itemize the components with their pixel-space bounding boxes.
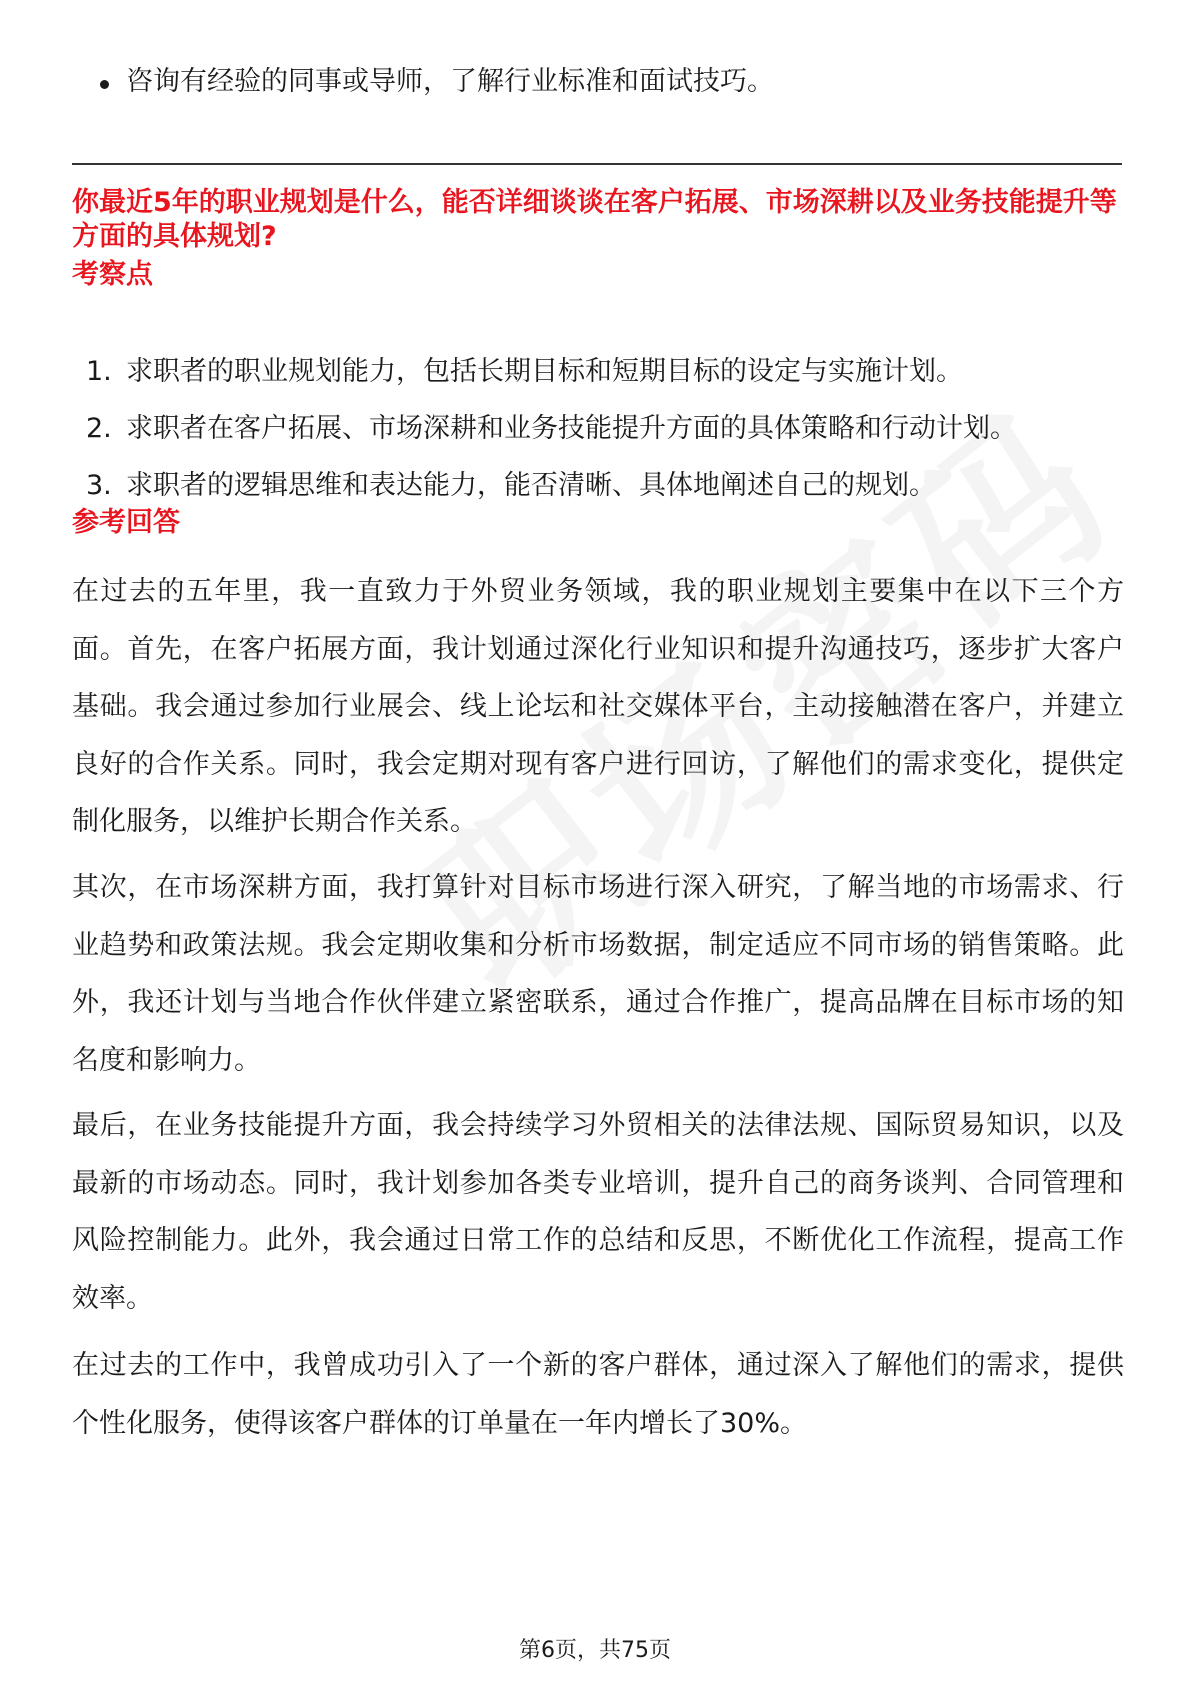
list-item [86, 409, 1126, 466]
page-number: 第6页，共75页 [519, 1638, 671, 1663]
section-heading-key-points: 考察点 [72, 259, 153, 290]
divider [72, 163, 1122, 165]
list-item [86, 352, 1126, 409]
list-item-text: 求职者在客户拓展、市场深耕和业务技能提升方面的具体策略和行动计划。 [126, 413, 1017, 444]
key-points-list [86, 352, 1126, 523]
answer-paragraph: 其次，在市场深耕方面，我打算针对目标市场进行深入研究，了解当地的市场需求、行业趋势和政策法规。我会定期收集和分析市场数据，制定适应不同市场的销售策略。此外，我还计划与当地合作伙伴建立紧密联系，通过合作推广，提高品牌在目标市场的知名度和影响力。 [72, 872, 1124, 1076]
list-item-text: 求职者的职业规划能力，包括长期目标和短期目标的设定与实施计划。 [126, 356, 963, 387]
bullet-icon [100, 80, 109, 89]
list-item-number: 3. [86, 470, 112, 501]
list-item [86, 466, 1126, 523]
answer-paragraph: 在过去的工作中，我曾成功引入了一个新的客户群体，通过深入了解他们的需求，提供个性化服务，使得该客户群体的订单量在一年内增长了30%。 [72, 1350, 1124, 1439]
section-heading-reference-answer: 参考回答 [72, 507, 180, 538]
question-heading: 你最近5年的职业规划是什么，能否详细谈谈在客户拓展、市场深耕以及业务技能提升等方面的具体规划? [72, 187, 1117, 252]
list-item-number: 1. [86, 356, 112, 387]
list-item-text: 求职者的逻辑思维和表达能力，能否清晰、具体地阐述自己的规划。 [126, 470, 936, 501]
answer-paragraph: 在过去的五年里，我一直致力于外贸业务领域，我的职业规划主要集中在以下三个方面。首先，在客户拓展方面，我计划通过深化行业知识和提升沟通技巧，逐步扩大客户基础。我会通过参加行业展会、线上论坛和社交媒体平台，主动接触潜在客户，并建立良好的合作关系。同时，我会定期对现有客户进行回访，了解他们的需求变化，提供定制化服务，以维护长期合作关系。 [72, 576, 1124, 837]
bullet-item: 咨询有经验的同事或导师，了解行业标准和面试技巧。 [126, 66, 774, 97]
list-item-number: 2. [86, 413, 112, 444]
answer-paragraph: 最后，在业务技能提升方面，我会持续学习外贸相关的法律法规、国际贸易知识，以及最新的市场动态。同时，我计划参加各类专业培训，提升自己的商务谈判、合同管理和风险控制能力。此外，我会通过日常工作的总结和反思，不断优化工作流程，提高工作效率。 [72, 1110, 1124, 1314]
